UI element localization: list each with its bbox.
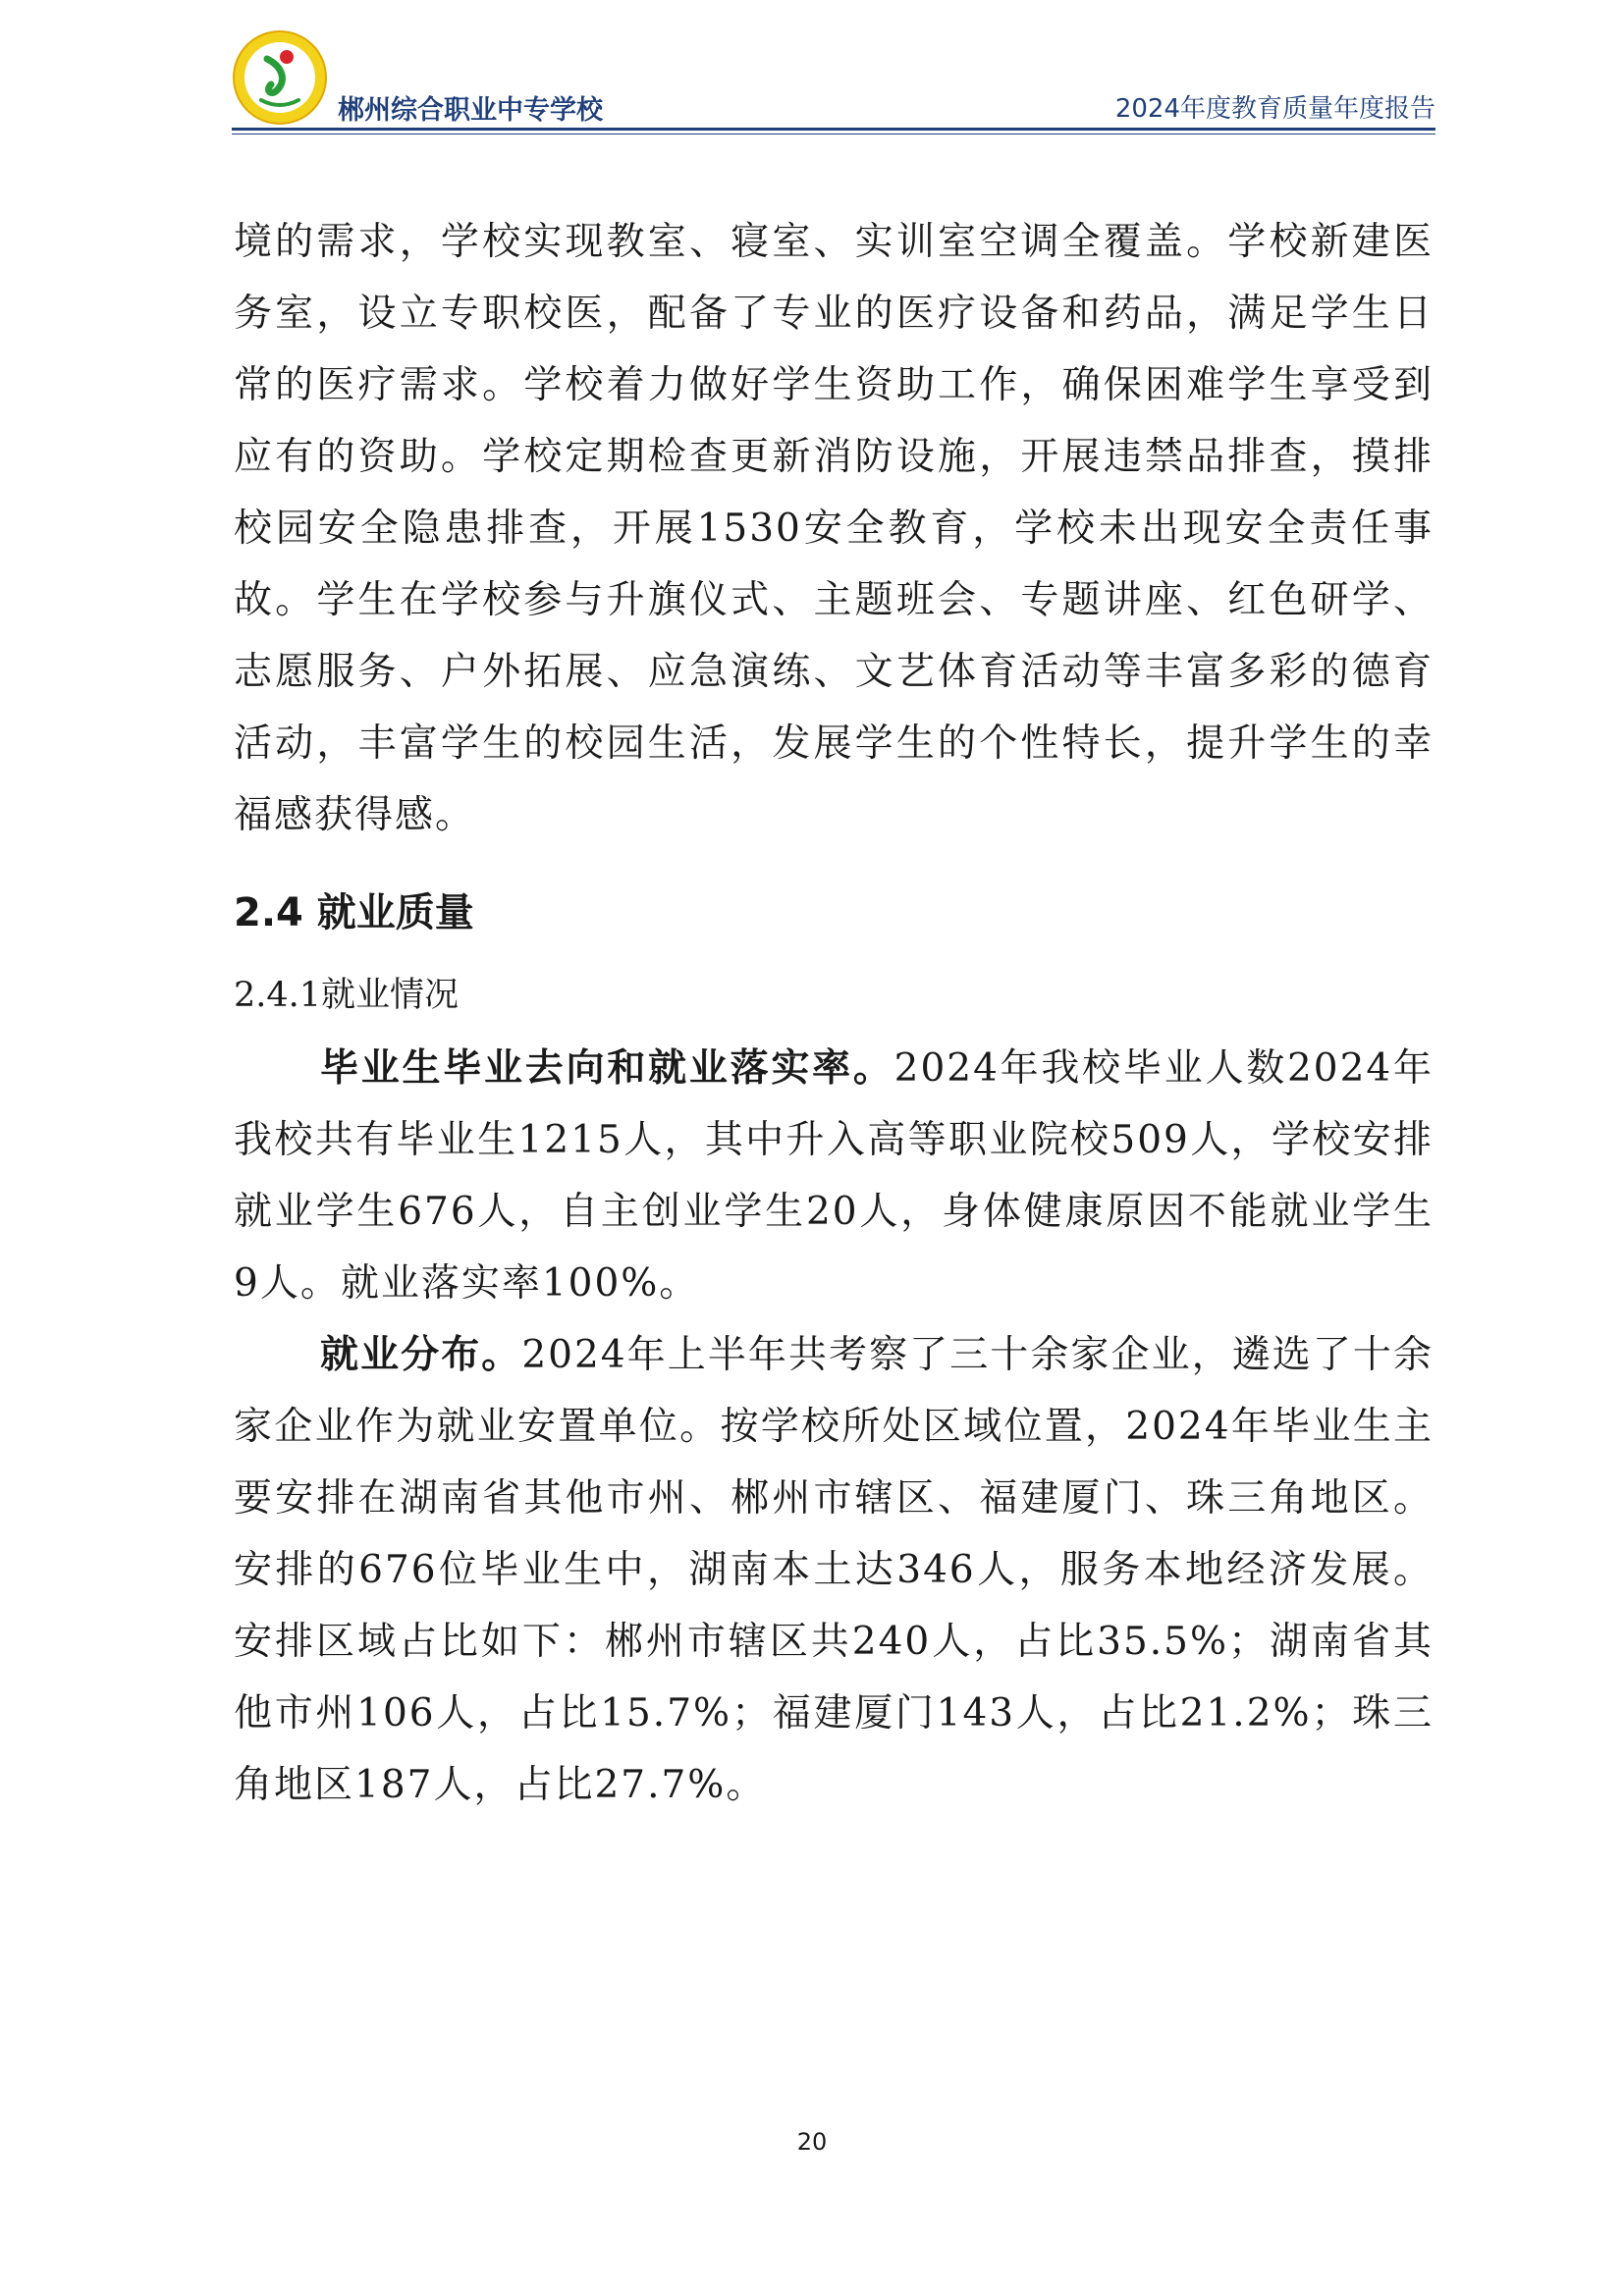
subsection-heading: 2.4.1就业情况	[234, 976, 460, 1015]
paragraph-lead: 就业分布。	[320, 1332, 522, 1377]
page-content	[234, 206, 1434, 1821]
paragraph-body: 2024年上半年共考察了三十余家企业，遴选了十余家企业作为就业安置单位。按学校所处区域位置，2024年毕业生主要安排在湖南省其他市州、郴州市辖区、福建厦门、珠三角地区。安排的676位毕业生中，湖南本土达346人，服务本地经济发展。安排区域占比如下：郴州市辖区共240人，占比35.5%；湖南省其他市州106人，占比15.7%；福建厦门143人，占比21.2%；珠三角地区187人，占比27.7%。	[234, 1333, 1434, 1807]
school-logo-icon	[232, 29, 328, 126]
page-number: 20	[796, 2128, 828, 2156]
paragraph-lead: 毕业生毕业去向和就业落实率。	[320, 1045, 894, 1091]
header-divider	[232, 128, 1435, 131]
report-title: 2024年度教育质量年度报告	[1114, 94, 1435, 124]
intro-paragraph: 境的需求，学校实现教室、寝室、实训室空调全覆盖。学校新建医务室，设立专职校医，配备了专业的医疗设备和药品，满足学生日常的医疗需求。学校着力做好学生资助工作，确保困难学生享受到应有的资助。学校定期检查更新消防设施，开展违禁品排查，摸排校园安全隐患排查，开展1530安全教育，学校未出现安全责任事故。学生在学校参与升旗仪式、主题班会、专题讲座、红色研学、志愿服务、户外拓展、应急演练、文艺体育活动等丰富多彩的德育活动，丰富学生的校园生活，发展学生的个性特长，提升学生的幸福感获得感。	[234, 220, 1434, 837]
paragraph-employment-distribution	[234, 1319, 1434, 1821]
page-header	[232, 29, 1435, 132]
school-name: 郴州综合职业中专学校	[338, 95, 603, 126]
paragraph-graduation-destination	[234, 1033, 1434, 1319]
section-heading: 2.4 就业质量	[234, 890, 474, 935]
paragraph-body: 2024年我校毕业人数2024年我校共有毕业生1215人，其中升入高等职业院校509人，学校安排就业学生676人，自主创业学生20人，身体健康原因不能就业学生9人。就业落实率100%。	[234, 1046, 1434, 1306]
header-divider-thin	[232, 133, 1435, 134]
